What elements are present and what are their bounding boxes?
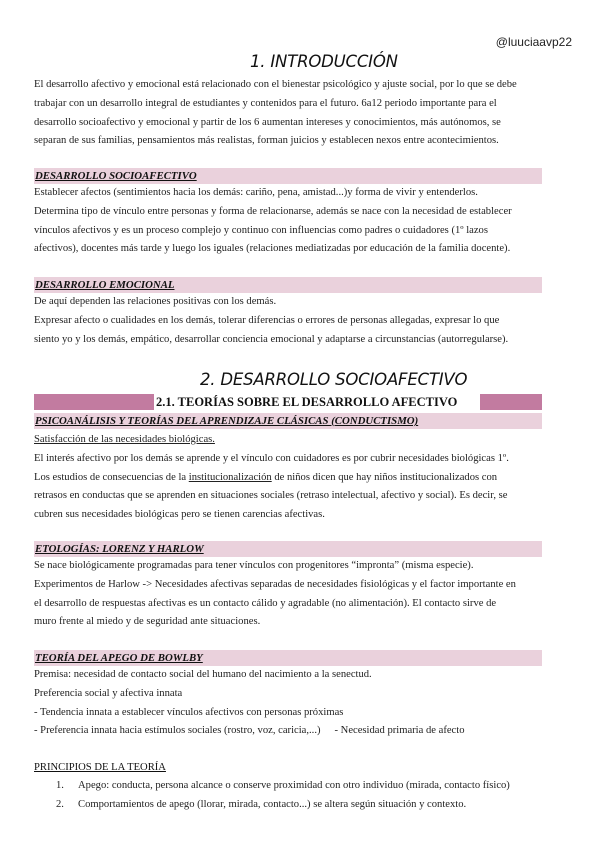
list-text: Comportamientos de apego (llorar, mirada, contacto...) se altera según situación y contexto.: [78, 798, 467, 810]
intro-paragraph: [34, 76, 574, 151]
text-line: retrasos en conductas que se aprenden en situaciones sociales (retraso intelectual, afectivo y social). Es decir, se: [34, 490, 508, 502]
section-title-desarrollo-socioafectivo: 2. DESARROLLO SOCIOAFECTIVO: [200, 370, 468, 389]
text-line: Determina tipo de vínculo entre personas y forma de relacionarse, además se nace con la necesidad de establecer: [34, 205, 512, 217]
text-line: Se nace biológicamente programadas para tener vínculos con progenitores “impronta” (misma especie).: [34, 560, 474, 571]
heading-desarrollo-emocional: DESARROLLO EMOCIONAL: [35, 279, 175, 291]
text-line: Establecer afectos (sentimientos hacia los demás: cariño, pena, amistad...)y forma de vivir y entenderlos.: [34, 187, 478, 198]
text-line: siento yo y los demás, empático, desarrollar conciencia emocional y adaptarse a circunstancias (autorregularse).: [34, 333, 509, 345]
list-item: [56, 777, 596, 796]
text-line: desarrollo socioafectivo y emocional y partir de los 6 aumentan intereses y conocimientos, más autónomos, se: [34, 116, 501, 128]
bowlby-paragraph: [34, 666, 584, 741]
text-line: [34, 469, 584, 488]
text-fragment: - Preferencia innata hacia estímulos sociales (rostro, voz, caricia,...): [34, 725, 321, 737]
socioafectivo-paragraph: [34, 184, 579, 259]
emocional-paragraph: [34, 293, 579, 349]
text-line: cubren sus necesidades biológicas pero se tienen carencias afectivas.: [34, 509, 325, 521]
list-number: 1.: [56, 780, 64, 791]
text-line: separan de sus familias, pensamientos más realistas, forman juicios y establecen nexos entre acontecimientos.: [34, 135, 499, 147]
text-line: trabajar con un desarrollo integral de estudiantes y contenidos para el futuro. 6a12 periodo importante para el: [34, 97, 497, 109]
text-line: muro frente al miedo y de seguridad ante situaciones.: [34, 616, 261, 628]
underlined-term: institucionalización: [188, 471, 272, 483]
heading-psicoanalisis: PSICOANÁLISIS Y TEORÍAS DEL APRENDIZAJE CLÁSICAS (CONDUCTISMO): [35, 415, 419, 427]
text-line: Premisa: necesidad de contacto social del humano del nacimiento a la senectud.: [34, 669, 372, 680]
subtitle-teorias: 2.1. TEORÍAS SOBRE EL DESARROLLO AFECTIVO: [156, 395, 458, 409]
text-fragment: Los estudios de consecuencias de la: [34, 471, 189, 483]
heading-desarrollo-socioafectivo: DESARROLLO SOCIOAFECTIVO: [35, 170, 197, 182]
etologias-paragraph: [34, 557, 589, 632]
text-line: Expresar afecto o cualidades en los demás, tolerar diferencias o errores de personas allegadas, expresar lo que: [34, 314, 500, 326]
text-line: vínculos afectivos y es un proceso complejo y continuo con influencias como padres o cuidadores (1º lazos: [34, 224, 488, 236]
heading-principios: PRINCIPIOS DE LA TEORÍA: [34, 762, 166, 773]
psico-paragraph: [34, 431, 584, 525]
list-text: Apego: conducta, persona alcance o conserve proximidad con otro individuo (mirada, contacto físico): [78, 780, 510, 791]
text-line: el desarrollo de respuestas afectivas es un contacto cálido y agradable (no alimentación). El contacto sirve de: [34, 597, 497, 609]
section-title-introduccion: 1. INTRODUCCIÓN: [250, 52, 398, 71]
text-line: El desarrollo afectivo y emocional está relacionado con el bienestar psicológico y ajuste social, por lo que se debe: [34, 79, 517, 90]
text-line: Preferencia social y afectiva innata: [34, 687, 183, 699]
list-number: 2.: [56, 798, 64, 810]
subtitle-highlight-left: [34, 394, 154, 410]
text-fragment: de niños dicen que hay niños institucionalizados con: [271, 471, 498, 483]
text-line: - Tendencia innata a establecer vínculos afectivos con personas próximas: [34, 706, 344, 718]
text-line: El interés afectivo por los demás se aprende y el vínculo con cuidadores es por cubrir necesidades biológicas 1º.: [34, 452, 509, 464]
principios-list: [56, 777, 596, 815]
psico-subheading: Satisfacción de las necesidades biológicas.: [34, 434, 215, 445]
text-line: Experimentos de Harlow -> Necesidades afectivas separadas de necesidades fisiológicas y el factor importante en: [34, 578, 516, 590]
heading-etologias: ETOLOGÍAS: LORENZ Y HARLOW: [35, 543, 204, 555]
subtitle-highlight-right: [480, 394, 542, 410]
text-line: [34, 722, 584, 741]
text-line: afectivos), docentes más tarde y luego los iguales (relaciones mediatizadas por educación de la familia docente).: [34, 243, 511, 255]
text-line: De aquí dependen las relaciones positivas con los demás.: [34, 296, 277, 307]
text-fragment: - Necesidad primaria de afecto: [334, 725, 465, 737]
heading-bowlby: TEORÍA DEL APEGO DE BOWLBY: [35, 652, 203, 664]
author-handle: @luuciaavp22: [495, 35, 572, 49]
list-item: [56, 796, 596, 815]
